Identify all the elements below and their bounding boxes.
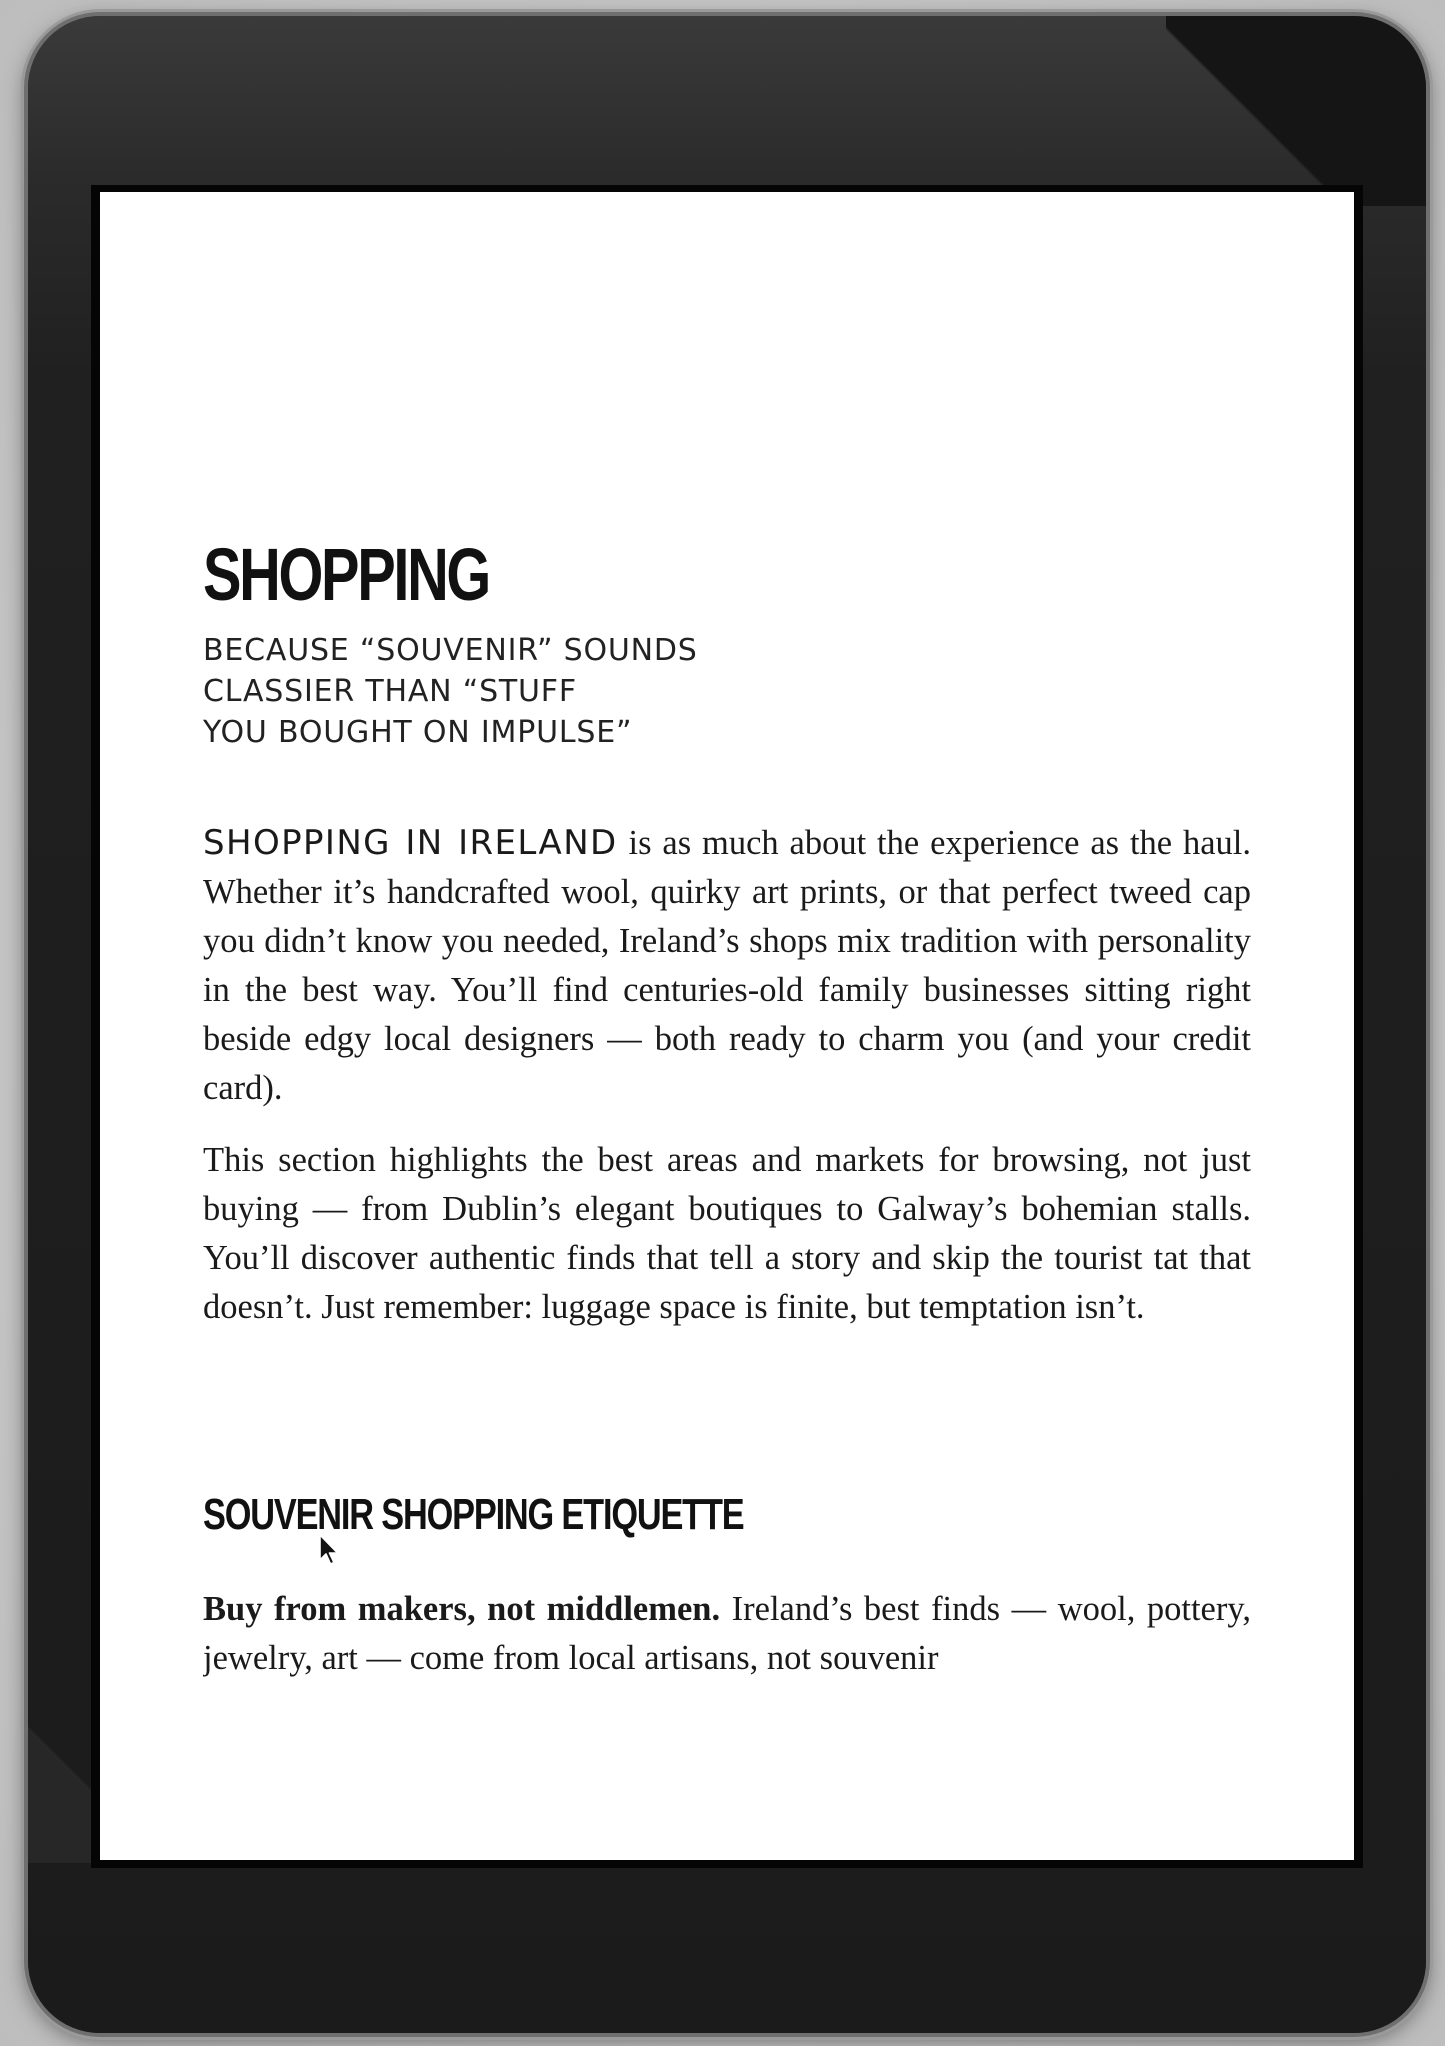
subtitle-line: CLASSIER THAN “STUFF [203,674,577,709]
chapter-title: SHOPPING [203,533,489,616]
intro-text: is as much about the experience as the haul. Whether it’s handcrafted wool, quirky art prints, or that perfect tweed cap you didn’t know you needed, Ireland’s shops mix tradition with personality in the best way. You’ll find centuries-old family businesses sitting right beside edgy local designers — both ready to charm you (and your credit card). [203,824,1251,1107]
ebook-page[interactable] [100,192,1354,1860]
intro-lead-in: SHOPPING IN IRELAND [203,823,618,863]
etiquette-paragraph [203,1585,1251,1683]
intro-paragraph [203,819,1251,1113]
tip-text: Ireland’s best finds — wool, pottery, jewelry, art — come from local artisans, not souvenir [203,1590,1251,1677]
mouse-pointer-icon [318,1534,340,1568]
body-paragraph: This section highlights the best areas and markets for browsing, not just buying — from Dublin’s elegant boutiques to Galway’s bohemian stalls. You’ll discover authentic finds that tell a story and skip the tourist tat that doesn’t. Just remember: luggage space is finite, but temptation isn’t. [203,1141,1251,1326]
chapter-subtitle [203,630,823,753]
tablet-glare [1166,16,1426,206]
subtitle-line: YOU BOUGHT ON IMPULSE” [203,715,633,750]
subtitle-line: BECAUSE “SOUVENIR” SOUNDS [203,633,698,668]
section-heading: SOUVENIR SHOPPING ETIQUETTE [203,1490,744,1539]
tip-title: Buy from makers, not middlemen. [203,1590,721,1628]
